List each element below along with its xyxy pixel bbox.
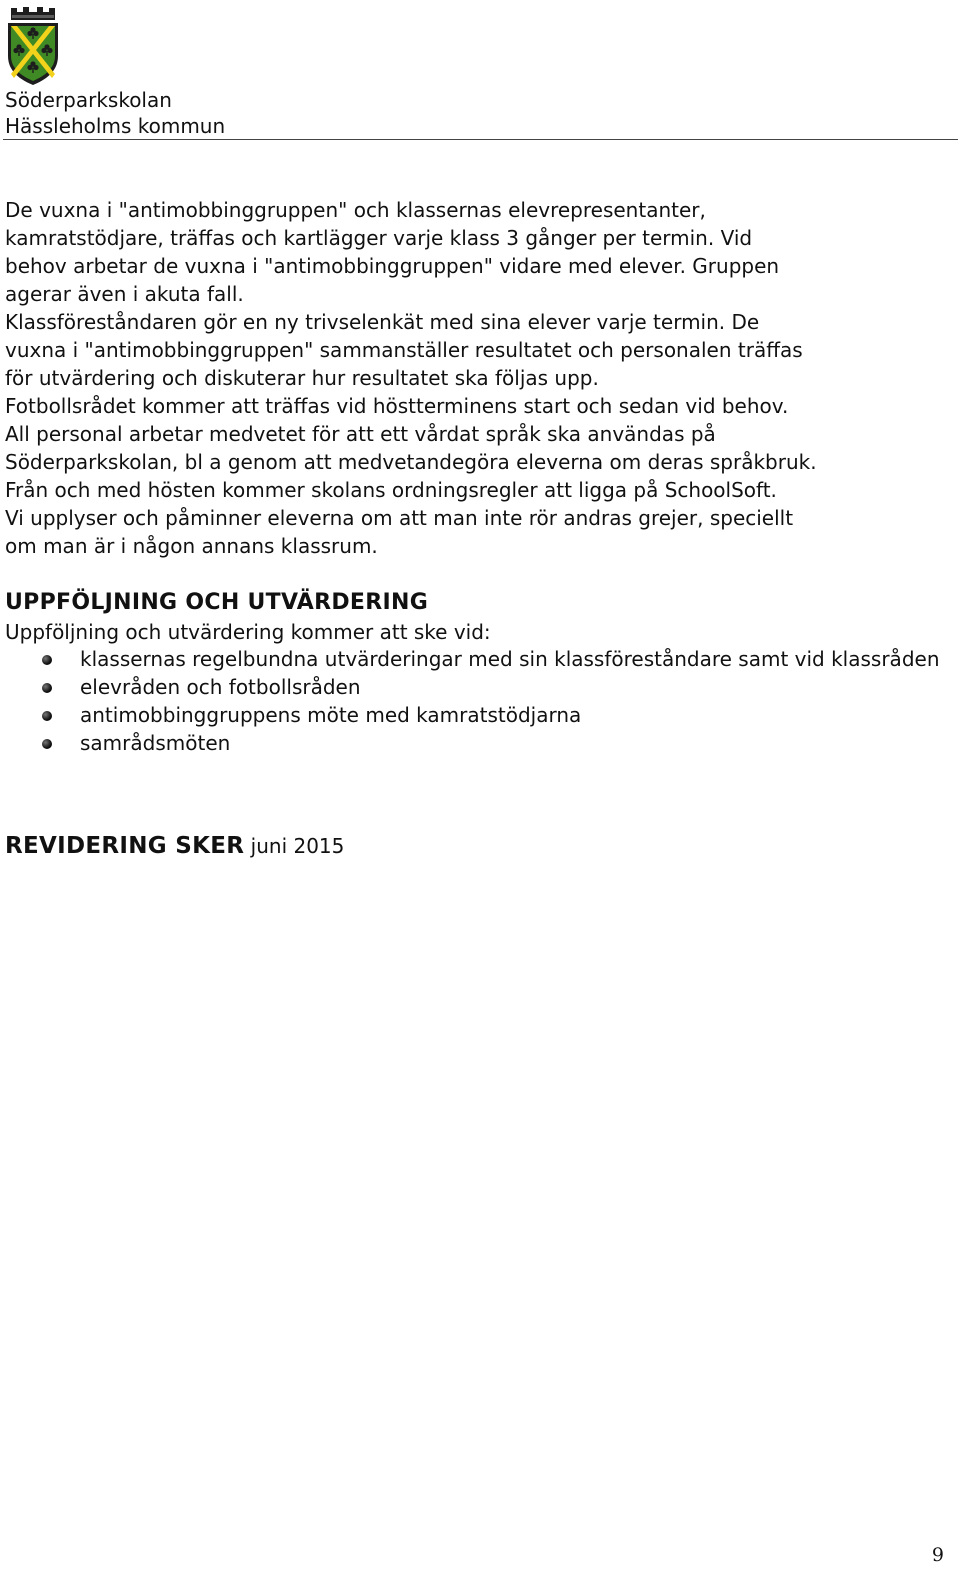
list-item: [0, 645, 960, 673]
municipality-name: Hässleholms kommun: [5, 114, 226, 138]
letterhead: [5, 87, 225, 139]
school-name: Söderparkskolan: [5, 88, 172, 112]
body-line: Söderparkskolan, bl a genom att medvetandegöra eleverna om deras språkbruk.: [5, 450, 817, 474]
list-item: [0, 729, 960, 757]
bullet-icon: [42, 683, 52, 693]
body-paragraph: [5, 196, 955, 560]
body-line: Klassföreståndaren gör en ny trivselenkät med sina elever varje termin. De: [5, 310, 760, 334]
section-intro: Uppföljning och utvärdering kommer att ske vid:: [5, 620, 491, 644]
section-heading: UPPFÖLJNING OCH UTVÄRDERING: [5, 590, 429, 615]
list-item-text: klassernas regelbundna utvärderingar med sin klassföreståndare samt vid klassråden: [80, 647, 940, 671]
page-number: 9: [931, 1544, 944, 1566]
list-item-text: samrådsmöten: [80, 731, 231, 755]
body-line: behov arbetar de vuxna i "antimobbinggruppen" vidare med elever. Gruppen: [5, 254, 780, 278]
body-line: vuxna i "antimobbinggruppen" sammanställer resultatet och personalen träffas: [5, 338, 803, 362]
municipal-coat-of-arms-icon: [5, 4, 61, 86]
body-line: All personal arbetar medvetet för att ett vårdat språk ska användas på: [5, 422, 716, 446]
revision-date: juni 2015: [250, 834, 345, 858]
body-line: om man är i någon annans klassrum.: [5, 534, 378, 558]
bullet-icon: [42, 655, 52, 665]
body-line: för utvärdering och diskuterar hur resultatet ska följas upp.: [5, 366, 599, 390]
list-item: [0, 701, 960, 729]
revision-note: [5, 830, 344, 862]
body-line: agerar även i akuta fall.: [5, 282, 244, 306]
body-line: Fotbollsrådet kommer att träffas vid höstterminens start och sedan vid behov.: [5, 394, 789, 418]
followup-list: [0, 645, 960, 757]
list-item-text: antimobbinggruppens möte med kamratstödjarna: [80, 703, 582, 727]
list-item: [0, 673, 960, 701]
body-line: De vuxna i "antimobbinggruppen" och klassernas elevrepresentanter,: [5, 198, 706, 222]
body-line: Från och med hösten kommer skolans ordningsregler att ligga på SchoolSoft.: [5, 478, 777, 502]
bullet-icon: [42, 711, 52, 721]
body-line: kamratstödjare, träffas och kartlägger varje klass 3 gånger per termin. Vid: [5, 226, 753, 250]
body-line: Vi upplyser och påminner eleverna om att man inte rör andras grejer, speciellt: [5, 506, 794, 530]
bullet-icon: [42, 739, 52, 749]
revision-label: REVIDERING SKER: [5, 833, 245, 859]
header-divider: [3, 139, 958, 140]
list-item-text: elevråden och fotbollsråden: [80, 675, 361, 699]
